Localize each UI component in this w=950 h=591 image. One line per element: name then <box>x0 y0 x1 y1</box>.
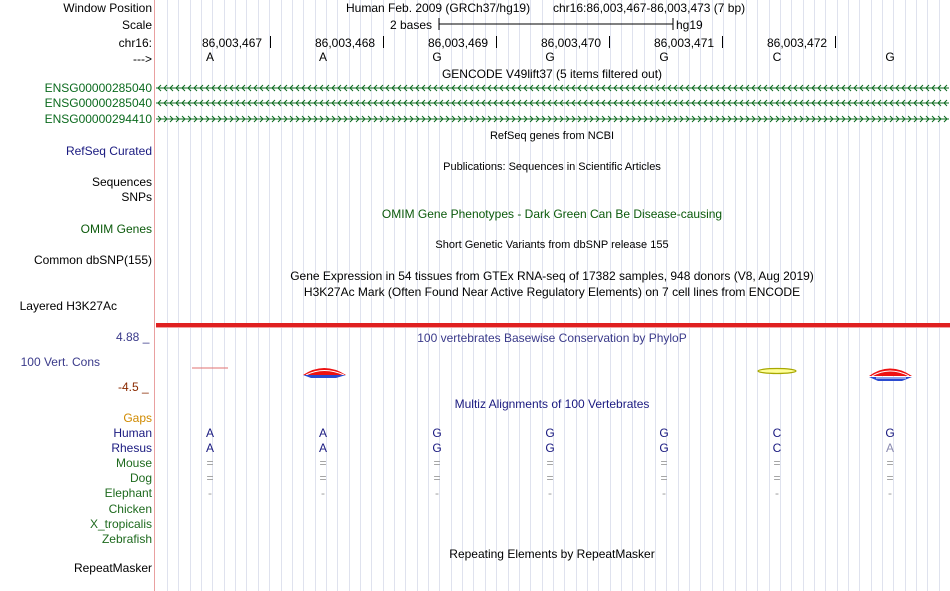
alignment-cell: G <box>545 441 555 455</box>
alignment-cell: G <box>659 441 669 455</box>
alignment-cell: = <box>660 471 668 485</box>
species-label[interactable]: Dog <box>129 471 152 485</box>
alignment-cell: A <box>885 441 895 455</box>
alignment-cell: - <box>775 486 779 500</box>
alignment-cell: = <box>319 471 327 485</box>
gencode-item-2-feature[interactable] <box>156 96 949 110</box>
window-position-label: Window Position <box>63 1 152 15</box>
coordinate-tick <box>835 36 836 48</box>
alignment-cell: - <box>435 486 439 500</box>
gencode-item-2-label[interactable]: ENSG00000285040 <box>44 96 152 110</box>
alignment-cell: - <box>548 486 552 500</box>
alignment-cell: = <box>546 456 554 470</box>
species-label[interactable]: X_tropicalis <box>89 517 152 531</box>
gencode-item-1-feature[interactable] <box>156 81 949 95</box>
coordinate-tick <box>270 36 271 48</box>
omim-track-title[interactable]: OMIM Gene Phenotypes - Dark Green Can Be Disease-causing <box>381 207 723 221</box>
alignment-cell: - <box>888 486 892 500</box>
snps-label[interactable]: SNPs <box>121 190 152 204</box>
base-letter: C <box>772 50 782 64</box>
coordinate-tick <box>722 36 723 48</box>
gencode-item-3-label[interactable]: ENSG00000294410 <box>44 112 152 126</box>
alignment-cell: G <box>432 426 442 440</box>
base-letter: G <box>545 50 555 64</box>
coordinate-tick <box>609 36 610 48</box>
cons-mark-2 <box>303 368 346 378</box>
base-letter: G <box>885 50 895 64</box>
coordinate-label: 86,003,469 <box>428 36 489 50</box>
reverse-strand-line <box>156 96 949 110</box>
base-letter: G <box>659 50 669 64</box>
scale-bar <box>436 16 676 32</box>
cons-max-label: 4.88 _ <box>116 330 150 344</box>
dbsnp-track-title[interactable]: Short Genetic Variants from dbSNP release 155 <box>435 239 669 251</box>
base-letter: A <box>205 50 215 64</box>
scale-db: hg19 <box>676 18 703 32</box>
alignment-cell: A <box>318 426 328 440</box>
alignment-cell: C <box>772 441 782 455</box>
alignment-cell: G <box>545 426 555 440</box>
publications-track-title[interactable]: Publications: Sequences in Scientific Articles <box>443 161 661 173</box>
assembly-title[interactable]: Human Feb. 2009 (GRCh37/hg19) <box>346 1 531 15</box>
alignment-cell: = <box>433 471 441 485</box>
gaps-label[interactable]: Gaps <box>123 411 152 425</box>
alignment-cell: = <box>886 471 894 485</box>
species-label[interactable]: Mouse <box>115 456 152 470</box>
dbsnp-label[interactable]: Common dbSNP(155) <box>33 253 152 267</box>
alignment-cell: A <box>205 441 215 455</box>
coordinate-label: 86,003,467 <box>202 36 263 50</box>
gtex-track-title[interactable]: Gene Expression in 54 tissues from GTEx RNA-seq of 17382 samples, 948 donors (V8, Aug 2019) <box>290 269 814 283</box>
scale-text: 2 bases <box>390 18 433 32</box>
alignment-cell: - <box>321 486 325 500</box>
strand-label: ---> <box>133 52 152 66</box>
alignment-cell: G <box>432 441 442 455</box>
alignment-cell: - <box>662 486 666 500</box>
base-letter: A <box>318 50 328 64</box>
gencode-item-3-feature[interactable] <box>156 112 949 126</box>
coordinate-tick <box>383 36 384 48</box>
refseq-track-title[interactable]: RefSeq genes from NCBI <box>489 130 615 142</box>
alignment-cell: = <box>206 471 214 485</box>
alignment-cell: = <box>660 456 668 470</box>
scale-label: Scale <box>121 18 152 32</box>
species-label[interactable]: Human <box>113 426 152 440</box>
sequences-label[interactable]: Sequences <box>91 175 152 189</box>
h3k27ac-signal-shadow <box>156 327 950 328</box>
alignment-cell: = <box>546 471 554 485</box>
reverse-strand-line <box>156 81 949 95</box>
species-label[interactable]: Zebrafish <box>101 532 152 546</box>
h3k27ac-track-title[interactable]: H3K27Ac Mark (Often Found Near Active Regulatory Elements) on 7 cell lines from ENCODE <box>303 285 801 299</box>
refseq-label[interactable]: RefSeq Curated <box>65 144 152 158</box>
alignment-cell: G <box>885 426 895 440</box>
alignment-cell: = <box>433 456 441 470</box>
cons-label[interactable]: 100 Vert. Cons <box>20 355 100 369</box>
alignment-cell: A <box>318 441 328 455</box>
alignment-cell: = <box>773 471 781 485</box>
repeatmasker-label[interactable]: RepeatMasker <box>73 561 152 575</box>
label-separator <box>154 0 155 591</box>
coordinate-label: 86,003,471 <box>654 36 715 50</box>
alignment-cell: - <box>208 486 212 500</box>
repeatmasker-track-title[interactable]: Repeating Elements by RepeatMasker <box>449 547 655 561</box>
multiz-track-title[interactable]: Multiz Alignments of 100 Vertebrates <box>454 397 650 411</box>
cons-min-label: -4.5 _ <box>118 380 149 394</box>
alignment-cell: = <box>206 456 214 470</box>
alignment-cell: = <box>773 456 781 470</box>
cons-mark-4 <box>869 369 912 382</box>
alignment-cell: = <box>886 456 894 470</box>
coordinate-label: 86,003,468 <box>315 36 376 50</box>
base-letter: G <box>432 50 442 64</box>
conservation-plot[interactable] <box>156 355 950 385</box>
alignment-cell: G <box>659 426 669 440</box>
species-label[interactable]: Rhesus <box>111 441 152 455</box>
coordinate-tick <box>496 36 497 48</box>
species-label[interactable]: Elephant <box>104 486 152 500</box>
species-label[interactable]: Chicken <box>108 502 152 516</box>
cons-track-title[interactable]: 100 vertebrates Basewise Conservation by PhyloP <box>417 331 687 345</box>
coordinate-label: 86,003,472 <box>767 36 828 50</box>
cons-mark-3 <box>758 369 796 374</box>
coordinate-label: 86,003,470 <box>541 36 602 50</box>
alignment-cell: C <box>772 426 782 440</box>
omim-label[interactable]: OMIM Genes <box>80 222 152 236</box>
gencode-track-title[interactable]: GENCODE V49lift37 (5 items filtered out) <box>441 67 663 81</box>
alignment-cell: = <box>319 456 327 470</box>
chrom-label: chr16: <box>118 36 152 50</box>
forward-strand-line <box>156 112 949 126</box>
gencode-item-1-label[interactable]: ENSG00000285040 <box>44 81 152 95</box>
position-title[interactable]: chr16:86,003,467-86,003,473 (7 bp) <box>553 1 746 15</box>
alignment-cell: A <box>205 426 215 440</box>
h3k27ac-label[interactable]: Layered H3K27Ac <box>19 299 117 313</box>
